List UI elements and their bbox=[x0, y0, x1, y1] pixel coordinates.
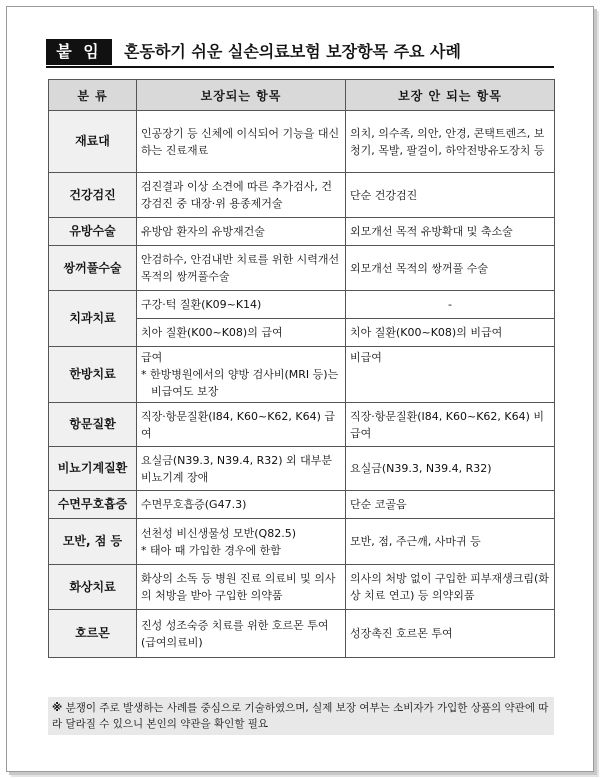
footnote bbox=[48, 697, 554, 735]
not-covered-cell: 비급여 bbox=[346, 347, 555, 403]
not-covered-cell: 단순 코골음 bbox=[346, 491, 555, 519]
not-covered-cell: 의치, 의수족, 의안, 안경, 콘택트렌즈, 보청기, 목발, 팔걸이, 하악전방유도장치 등 bbox=[346, 111, 555, 173]
header-not-covered: 보장 안 되는 항목 bbox=[346, 80, 555, 111]
header-covered: 보장되는 항목 bbox=[137, 80, 346, 111]
not-covered-cell: 치아 질환(K00~K08)의 비급여 bbox=[346, 319, 555, 347]
category-cell: 치과치료 bbox=[49, 291, 137, 347]
table-row bbox=[49, 610, 555, 658]
covered-cell: 인공장기 등 신체에 이식되어 기능을 대신하는 진료재료 bbox=[137, 111, 346, 173]
covered-cell: 요실금(N39.3, N39.4, R32) 외 대부분 비뇨기계 장애 bbox=[137, 447, 346, 491]
category-cell: 비뇨기계질환 bbox=[49, 447, 137, 491]
not-covered-cell: 단순 건강검진 bbox=[346, 173, 555, 218]
category-cell: 쌍꺼풀수술 bbox=[49, 246, 137, 291]
not-covered-cell: 모반, 점, 주근깨, 사마귀 등 bbox=[346, 519, 555, 565]
not-covered-cell: 의사의 처방 없이 구입한 피부재생크림(화상 치료 연고) 등 의약외품 bbox=[346, 565, 555, 610]
category-cell: 모반, 점 등 bbox=[49, 519, 137, 565]
table-row bbox=[49, 347, 555, 403]
not-covered-cell: 외모개선 목적의 쌍꺼풀 수술 bbox=[346, 246, 555, 291]
covered-cell bbox=[137, 347, 346, 403]
covered-main: 선천성 비신생물성 모반(Q82.5) bbox=[141, 526, 296, 540]
appendix-tag: 붙 임 bbox=[46, 39, 112, 65]
table-row bbox=[49, 246, 555, 291]
table-row bbox=[49, 491, 555, 519]
covered-cell: 유방암 환자의 유방재건술 bbox=[137, 218, 346, 246]
category-cell: 한방치료 bbox=[49, 347, 137, 403]
table-row bbox=[49, 173, 555, 218]
not-covered-cell: 요실금(N39.3, N39.4, R32) bbox=[346, 447, 555, 491]
covered-cell: 치아 질환(K00~K08)의 급여 bbox=[137, 319, 346, 347]
covered-cell: 수면무호흡증(G47.3) bbox=[137, 491, 346, 519]
covered-cell bbox=[137, 519, 346, 565]
document-title: 혼동하기 쉬운 실손의료보험 보장항목 주요 사례 bbox=[124, 42, 461, 61]
covered-cell: 진성 성조숙증 치료를 위한 호르몬 투여(급여의료비) bbox=[137, 610, 346, 658]
not-covered-cell: 외모개선 목적 유방확대 및 축소술 bbox=[346, 218, 555, 246]
covered-note: * 한방병원에서의 양방 검사비(MRI 등)는 비급여도 보장 bbox=[141, 368, 339, 398]
covered-main: 급여 bbox=[141, 351, 163, 364]
category-cell: 호르몬 bbox=[49, 610, 137, 658]
title-divider bbox=[46, 66, 554, 68]
category-cell: 화상치료 bbox=[49, 565, 137, 610]
table-row bbox=[49, 565, 555, 610]
category-cell: 유방수술 bbox=[49, 218, 137, 246]
covered-note: * 태아 때 가입한 경우에 한함 bbox=[141, 543, 281, 557]
table-header-row bbox=[49, 80, 555, 111]
category-cell: 수면무호흡증 bbox=[49, 491, 137, 519]
table-row bbox=[49, 291, 555, 319]
category-cell: 재료대 bbox=[49, 111, 137, 173]
header-category: 분 류 bbox=[49, 80, 137, 111]
table-row bbox=[49, 447, 555, 491]
category-cell: 항문질환 bbox=[49, 403, 137, 447]
not-covered-cell: 성장촉진 호르몬 투여 bbox=[346, 610, 555, 658]
table-row bbox=[49, 403, 555, 447]
covered-cell: 화상의 소독 등 병원 진료 의료비 및 의사의 처방을 받아 구입한 의약품 bbox=[137, 565, 346, 610]
not-covered-cell: - bbox=[346, 291, 555, 319]
coverage-table bbox=[48, 79, 555, 658]
not-covered-cell: 직장·항문질환(I84, K60~K62, K64) 비급여 bbox=[346, 403, 555, 447]
covered-cell: 직장·항문질환(I84, K60~K62, K64) 급여 bbox=[137, 403, 346, 447]
covered-cell: 검진결과 이상 소견에 따른 추가검사, 건강검진 중 대장·위 용종제거술 bbox=[137, 173, 346, 218]
covered-cell: 안검하수, 안검내반 치료를 위한 시력개선 목적의 쌍꺼풀수술 bbox=[137, 246, 346, 291]
table-row bbox=[49, 519, 555, 565]
footnote-mark: ※ bbox=[52, 702, 63, 714]
covered-cell: 구강·턱 질환(K09~K14) bbox=[137, 291, 346, 319]
footnote-text: 분쟁이 주로 발생하는 사례를 중심으로 기술하였으며, 실제 보장 여부는 소비자가 가입한 상품의 약관에 따라 달라질 수 있으니 본인의 약관을 확인할 필요 bbox=[52, 702, 549, 730]
category-cell: 건강검진 bbox=[49, 173, 137, 218]
table-row bbox=[49, 218, 555, 246]
table-row bbox=[49, 111, 555, 173]
